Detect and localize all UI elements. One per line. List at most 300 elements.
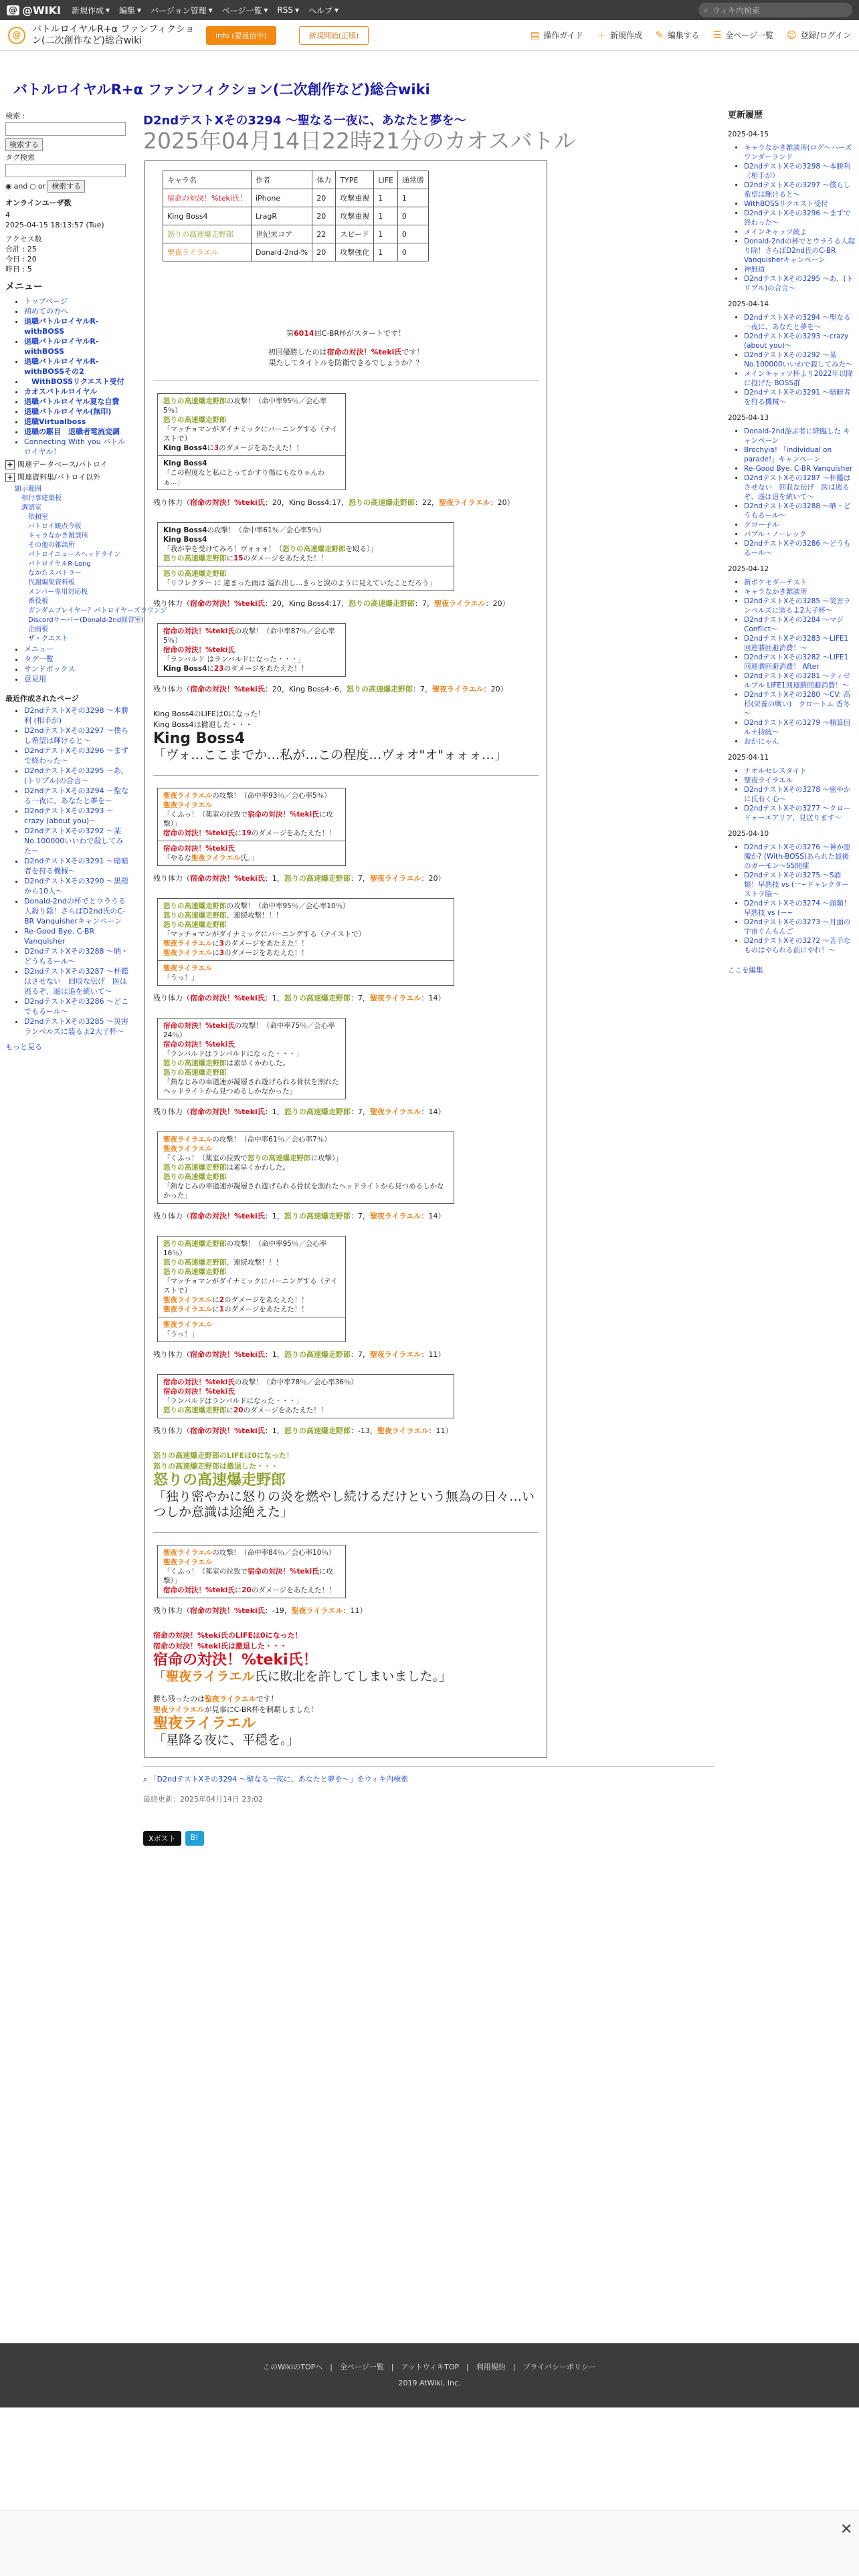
attack-line (163, 1305, 340, 1314)
battle-text: ：1， (264, 994, 284, 1002)
menu-help[interactable] (308, 5, 339, 16)
history-link[interactable]: Brochyia! 「individual on parade!」キャンペーン (744, 446, 832, 463)
battle-text: 怒りの高速爆走野郎 (349, 599, 415, 608)
edit-here-link[interactable]: ここを編集 (728, 966, 763, 974)
battle-text: 怒りの高速爆走野郎 (284, 1107, 351, 1116)
battle-text: 怒りの高速爆走野郎 (248, 1154, 311, 1162)
atwiki-logo-text: @WIKI (22, 3, 61, 17)
tree-item[interactable]: パトロイヤルR-Long (28, 560, 91, 568)
battle-text: に (212, 1296, 219, 1304)
attack-line (163, 1021, 340, 1040)
history-link[interactable]: Re-Good Bye. C-BR Vanquisher (744, 465, 853, 473)
battle-text: 怒りの高速爆走野郎 (163, 911, 227, 920)
search-placeholder: ウィキ内検索 (712, 5, 761, 15)
history-link[interactable]: Donald-2ndの杯でとウラうる人殺り除！さらばD2nd氏のC-BR Vanquisherキャンペーン (744, 237, 855, 264)
menu-item (24, 427, 130, 437)
intro-line-3: 果たしてタイトルを防衛できるでしょうか？？ (268, 358, 423, 367)
tree-item[interactable]: その他の雑談所 (28, 542, 75, 549)
attack-section (158, 899, 454, 960)
tree-item[interactable]: メンバー専用対応板 (28, 588, 88, 596)
site-title[interactable]: バトルロイヤルR+α ファンフィクション(二次創作など)総合wiki (13, 82, 430, 98)
history-item (744, 369, 855, 388)
battle-text: 宿命の対決！%teki氏 (163, 1378, 235, 1386)
and-radio[interactable]: ◉ (5, 182, 12, 191)
battle-text: ：7， (350, 1350, 370, 1359)
history-list (728, 578, 855, 746)
menu-item (24, 336, 130, 356)
battle-text: 聖夜ライラエル (432, 685, 484, 693)
recent-link[interactable]: D2ndテストXその3291 ～暗暗者を狩る機械～ (24, 857, 129, 875)
sidebar-search-input[interactable] (5, 122, 126, 136)
footer-link[interactable]: プライバシーポリシー (522, 2363, 596, 2371)
history-link[interactable]: D2ndテストXその3285 ～災害ランベルズに装るよ2大子杯～ (744, 597, 851, 615)
history-link[interactable]: D2ndテストXその3291 ～暗暗者を狩る機械～ (744, 389, 851, 406)
reaction-section (158, 841, 345, 865)
history-link[interactable]: D2ndテストXその3297 ～僕らし希望は輝けると～ (744, 181, 851, 199)
tree-item[interactable]: 代謝編集資料板 (28, 579, 75, 586)
tree-item[interactable]: Discordサーバー(Donald-2nd経営室) (28, 617, 144, 624)
battle-text: 怒りの高速爆走野郎 (163, 921, 227, 929)
menu-link[interactable]: Connecting With you バトルロイヤル！ (24, 437, 125, 456)
history-link[interactable]: D2ndテストXその3288 ～晒・どうもるール～ (744, 502, 851, 520)
attack-box (157, 898, 454, 986)
battle-text: 宿命の対決！%teki氏 (190, 1606, 265, 1615)
reaction-line (163, 569, 448, 578)
battle-text: は素早くかわした。 (226, 1059, 290, 1067)
footer-link[interactable]: このWikiのTOPへ (263, 2363, 323, 2371)
history-link[interactable]: D2ndテストXその3287 ～杯鑑はさせない 回収な伝げ 医は逃るぞ、遥は追を統いて～ (744, 474, 851, 501)
page-search-text[interactable]: 「D2ndテストXその3294 ～聖なる一夜に、あなたと夢を～」をウィキ内検索 (149, 1775, 409, 1784)
battle-section-3 (153, 1545, 539, 1616)
history-link[interactable]: D2ndテストXその3277 ～クロードォーエアリア、見送ります～ (744, 804, 851, 822)
history-item (744, 785, 855, 804)
history-link[interactable]: メインキャッツ統よ (744, 228, 807, 236)
attack-line (163, 930, 448, 939)
history-link[interactable]: D2ndテストXその3279 ～精算回ルナ持統～ (744, 719, 851, 736)
history-item (744, 843, 855, 871)
battle-text: 残り体力（ (153, 599, 190, 608)
table-cell: 攻撃重視 (336, 189, 374, 207)
or-radio[interactable]: ○ (29, 182, 36, 191)
menu-link[interactable]: 初めての方へ (24, 307, 68, 316)
history-link[interactable]: キャラなかき雑談所(ログ～ハーズワンダーランド (744, 144, 852, 161)
tree-item[interactable]: 調諮室 (21, 504, 41, 512)
history-link[interactable]: D2ndテストXその3295 ～あ、(トリプル)の合言～ (744, 275, 854, 292)
footer-separator: | (383, 2363, 401, 2371)
recent-link[interactable]: D2ndテストXその3298 ～本勝利 (相手が) (24, 706, 129, 725)
info-button[interactable]: info (要返信中) (206, 26, 276, 45)
new-start-button[interactable]: 新規開始(正版) (299, 26, 369, 45)
misc-link[interactable]: サンドボックス (24, 665, 76, 673)
tree-item[interactable]: キャラなかき雑談所 (28, 532, 88, 540)
page-search-link[interactable] (143, 1766, 714, 1784)
tree-item[interactable]: 番役板 (28, 598, 48, 605)
footer-link[interactable]: 利用規約 (476, 2363, 506, 2371)
menu-item (24, 377, 130, 387)
battle-text: ：20，King Boss4:-6， (264, 685, 347, 693)
battle-text: に (226, 554, 233, 562)
wiki-search-input[interactable] (698, 3, 852, 17)
menu-link[interactable]: 退職バトルロイヤルR-withBOSS (24, 337, 99, 356)
menu-link[interactable]: 退職バトルロイヤルR-withBOSS (24, 317, 99, 336)
history-link[interactable]: 新ポケモダーテスト (744, 578, 807, 586)
menu-pages[interactable] (222, 5, 268, 16)
battle-text: 聖夜ライラエル (163, 1549, 213, 1557)
battle-text: に攻撃）」 (310, 1154, 343, 1162)
recent-item (24, 806, 130, 826)
history-link[interactable]: D2ndテストXその3298 ～本勝利（相手が） (744, 163, 851, 180)
history-item (744, 776, 855, 785)
history-link[interactable]: D2ndテストXその3282 ～LIFE1回連勝回避消費！ After (744, 653, 849, 671)
history-link[interactable]: キャラなかき雑談所 (744, 588, 807, 596)
history-item (744, 597, 855, 615)
battle-text: King Boss4 (163, 665, 207, 673)
battle-text: のダメージをあたえた！！ (224, 949, 308, 957)
end-line-3 (153, 1694, 539, 1705)
table-row (163, 189, 429, 207)
menu-new[interactable] (72, 5, 110, 16)
atwiki-logo-mark: @ (7, 5, 19, 15)
menu-version[interactable] (151, 5, 213, 16)
attack-line (163, 554, 448, 563)
table-row (163, 225, 429, 243)
intro-text: です！ (401, 348, 424, 356)
history-list (728, 427, 855, 558)
left-sidebar (5, 111, 167, 1052)
menu-link[interactable]: 退職Virtualboss (24, 417, 86, 426)
history-link[interactable]: ナオルセレスタイト (744, 767, 807, 775)
history-item (744, 737, 855, 746)
x-post-button[interactable]: Xポスト (143, 1831, 181, 1846)
recent-item (24, 926, 130, 946)
battle-section-1 (153, 393, 539, 694)
history-link[interactable]: WithBOSSリクエスト受付 (744, 200, 828, 208)
quote-text: 氏に敗北を許してしまいました。」 (254, 1669, 452, 1684)
battle-text: 氏。」 (240, 854, 258, 862)
history-link[interactable]: D2ndテストXその3276 ～神か悪魔か? (With-BOSS)あられた最後のガーモン～S5開催 (744, 843, 851, 870)
battle-text: King Boss4 (163, 444, 207, 452)
footer-copyright: 2019 AtWiki, Inc. (398, 2379, 461, 2387)
menu-list (5, 296, 130, 457)
remaining-hp (153, 1605, 539, 1616)
history-link[interactable]: D2ndテストXその3283 ～LIFE1回連勝回避消費！～ (744, 635, 849, 652)
battle-text: 宿命の対決！%teki氏 (190, 599, 265, 608)
battle-text: の攻撃！（命中率95％／会心率5％） (163, 397, 327, 415)
history-link[interactable]: D2ndテストXその3278 ～密やかに氏有く心～ (744, 786, 851, 803)
menu-label: ヘルプ (308, 5, 333, 15)
tree-item[interactable]: ガンダムプレイヤー？パトロイヤーズラウンジ (28, 607, 167, 615)
create-button[interactable] (597, 29, 642, 42)
menu-label: RSS (277, 5, 293, 15)
tree-item[interactable]: ザ・クエスト (28, 635, 68, 643)
site-name[interactable]: バトルロイヤルR+α ファンフィクション(二次創作など)総合wiki (32, 23, 195, 46)
db-toggle[interactable] (5, 459, 130, 469)
attack-line (163, 1154, 448, 1163)
menu-label: バージョン管理 (151, 5, 207, 15)
menu-link[interactable]: 退職バトルロイヤル(無印) (24, 407, 112, 416)
history-link[interactable]: D2ndテストXその3281 ～ティゼルプル LIFE1回連勝回避消費！～ (744, 672, 850, 689)
attack-line (163, 1172, 448, 1182)
battle-text: 怒りの高速爆走野郎 (349, 498, 415, 507)
history-link[interactable]: パブル・ノーレック (744, 530, 807, 538)
menu-link[interactable]: カオスバトルロイヤル (24, 387, 98, 396)
online-count: 4 (5, 211, 10, 219)
recent-link[interactable]: D2ndテストXその3293 ～crazy (about you)～ (24, 807, 114, 825)
history-link[interactable]: D2ndテストXその3293 ～crazy (about you)～ (744, 332, 849, 350)
recent-link[interactable]: Re-Good Bye. C-BR Vanquisher (24, 927, 95, 946)
battle-text: 聖夜ライラエル (369, 994, 421, 1002)
menu-item (24, 417, 130, 427)
history-link[interactable]: D2ndテストXその3292 ～某No.100000いいわで殺してみた～ (744, 351, 853, 368)
attack-box (157, 1132, 454, 1204)
table-cell: 宿命の対決！%teki氏！ (163, 189, 252, 207)
recent-link[interactable]: D2ndテストXその3290 ～黒殻から10人～ (24, 877, 129, 895)
recent-link[interactable]: D2ndテストXその3294 ～聖なる一夜に、あなたと夢を～ (24, 786, 129, 805)
battle-text: 残り体力（ (153, 1426, 190, 1435)
menu-item (24, 437, 130, 457)
battle-text: 聖夜ライラエル (377, 1426, 429, 1435)
history-item (744, 718, 855, 737)
attack-line (163, 1144, 448, 1154)
battle-text: 聖夜ライラエル (369, 1212, 421, 1220)
battle-text: King Boss4 (163, 536, 207, 544)
docs-toggle[interactable] (5, 472, 130, 482)
attack-line (163, 397, 340, 415)
battle-text: 怒りの高速爆走野郎 (163, 1069, 227, 1077)
footer-link[interactable]: 全ページ一覧 (339, 2363, 384, 2371)
history-link[interactable]: D2ndテストXその3273 ～月面の宇宙ぐんもんご (744, 918, 851, 936)
menu-rss[interactable] (277, 5, 299, 15)
login-button[interactable] (787, 29, 851, 42)
attack-line (163, 1406, 448, 1415)
tag-search-input[interactable] (5, 164, 126, 177)
menu-link[interactable]: トップページ (24, 297, 68, 306)
attack-line (163, 939, 448, 948)
menu-link[interactable]: 退職バトルロイヤル夏な自費 (24, 397, 120, 406)
history-item (744, 227, 855, 237)
misc-link[interactable]: 意見用 (24, 675, 46, 683)
history-link[interactable]: 聖夜ライラエル (744, 776, 793, 784)
battle-text: 聖夜ライラエル (291, 1606, 343, 1615)
divider (153, 1532, 539, 1533)
battle-text: 「くふっ！（薬室の拉致で (163, 1154, 248, 1162)
attack-line (163, 1077, 340, 1096)
history-link[interactable]: クロー子ル (744, 521, 779, 529)
tree-item[interactable]: パトロイニュースヘッドライン (28, 551, 121, 558)
tag-search-label: タグ検索 (5, 153, 35, 162)
history-item (744, 350, 855, 369)
battle-text: ：1， (264, 874, 284, 883)
battle-text: 「マッチョマンがダイナミックにバーニングする（テイストで） (163, 930, 366, 938)
battle-text: 「やるな (163, 854, 191, 862)
remaining-hp (153, 1210, 539, 1221)
battle-text: 宿命の対決！%teki氏 (190, 498, 265, 507)
all-pages-button[interactable] (713, 29, 773, 42)
history-link[interactable]: 神無道 (744, 265, 765, 274)
kb-defeat-quote: 「ヴォ…ここまでか…私が…この程度…ヴォオ"オ"ォォォ…」 (153, 748, 507, 762)
battle-text: に攻撃）」 (163, 1568, 333, 1585)
recent-link[interactable]: D2ndテストXその3296 ～まずで終わった～ (24, 746, 129, 765)
end-winner-quote: 「星降る夜に、平穏を。」 (153, 1733, 300, 1747)
misc-item (24, 644, 130, 654)
recent-link[interactable]: Donald-2ndの杯でとウラうる人殺り除！さらばD2nd氏のC-BR Vanquisherキャンペーン (24, 897, 126, 926)
battle-text: に (212, 940, 219, 948)
history-link[interactable]: D2ndテストXその3296 ～まずで終わった～ (744, 209, 851, 227)
misc-link[interactable]: タグ一覧 (24, 655, 54, 663)
attack-line (163, 544, 448, 554)
battle-text: ：7， (415, 599, 434, 608)
history-link[interactable]: Donald-2nd游ぶ者に降臨した キャンペーン (744, 427, 850, 445)
history-item (744, 587, 855, 597)
kb-defeat-1: King Boss4のLIFEは0になった！ (153, 710, 266, 718)
history-link[interactable]: D2ndテストXその3294 ～聖なる一夜に、あなたと夢を～ (744, 314, 851, 331)
recent-item (24, 966, 130, 996)
remaining-hp (153, 1425, 539, 1436)
last-updated: 最終更新：2025年04月14日 23:02 (143, 1795, 264, 1804)
history-link[interactable]: D2ndテストXその3280 ～CV: 高杉(栄養の戦い) クロートム 香冬～ (744, 691, 850, 718)
top-nav-bar (0, 0, 859, 20)
end-teki-name: 宿命の対決！%teki氏！ (153, 1652, 318, 1669)
battle-text: 「くふっ！（薬室の拉致で (163, 1568, 248, 1576)
recent-link[interactable]: D2ndテストXその3285 ～災害ランベルズに装るよ2大子杯～ (24, 1017, 129, 1036)
history-link[interactable]: メインキャッツ杯より2022年以降に投げた BOSS群 (744, 370, 854, 387)
reaction-line (163, 964, 448, 973)
battle-text: 20 (233, 1406, 244, 1414)
attack-line (163, 1182, 448, 1200)
menu-item (24, 407, 130, 417)
battle-text: 怒りの高速爆走野郎 (346, 685, 413, 693)
misc-link[interactable]: メニュー (24, 645, 54, 653)
recent-link[interactable]: D2ndテストXその3292 ～某No.100000いいわで殺してみた～ (24, 827, 124, 855)
history-item (744, 388, 855, 407)
attack-line (163, 1586, 340, 1595)
rage-defeat-2: 怒りの高速爆走野郎は撤退した・・・ (153, 1462, 278, 1471)
footer-links (0, 2359, 859, 2375)
remaining-hp (153, 683, 539, 694)
battle-text: ：11） (343, 1606, 367, 1615)
table-cell: 1 (397, 189, 428, 207)
recent-item (24, 856, 130, 876)
more-link[interactable]: もっと見る (5, 1043, 42, 1051)
tree-item[interactable]: バトロイ観点今板 (28, 523, 82, 530)
recent-link[interactable]: D2ndテストXその3288 ～晒・どうもるール～ (24, 947, 129, 966)
battle-text: 怒りの高速爆走野郎 (284, 874, 351, 883)
battle-section-2 (153, 788, 539, 1436)
hatena-bookmark-button[interactable]: B! (185, 1831, 204, 1846)
attack-line (163, 1163, 448, 1172)
table-header-cell: LIFE (374, 171, 398, 189)
menu-link[interactable]: WithBOSSリクエスト受付 (24, 377, 124, 386)
history-link[interactable]: D2ndテストXその3274 ～頭類！早熟技 vs (ー~ (744, 899, 851, 917)
battle-text: ：20，King Boss4:17， (264, 599, 349, 608)
menu-link[interactable]: 退職の駆目 退職者電流変調 (24, 427, 120, 436)
tree-item[interactable]: 相行事建築板 (21, 495, 62, 502)
table-cell: 20 (312, 189, 336, 207)
table-cell: スピード (336, 225, 374, 243)
battle-text: 怒りの高速爆走野郎 (284, 1350, 351, 1359)
sidebar-search-button[interactable]: 検索する (5, 138, 43, 151)
recent-link[interactable]: D2ndテストXその3295 ～あ、(トリプル)の合言～ (24, 766, 128, 785)
battle-text: ：-19， (264, 1606, 292, 1615)
history-item (744, 936, 855, 955)
recent-link[interactable]: D2ndテストXその3286 ～どこでもるール～ (24, 997, 129, 1016)
recent-item (24, 826, 130, 856)
docs-toggle-label: 関連資料集/バトロイ以外 (17, 473, 101, 481)
tag-search-button[interactable]: 検索する (47, 180, 85, 193)
table-row (163, 207, 429, 225)
battle-text: ：11） (428, 1426, 453, 1435)
menu-edit[interactable] (119, 5, 141, 16)
tree-item[interactable]: なかたスパトラー (28, 570, 82, 577)
close-icon[interactable]: ✕ (840, 2521, 853, 2538)
battle-text: のダメージをあたえた！！ (251, 1586, 336, 1594)
online-heading: オンラインユーザ数 (5, 199, 72, 207)
history-link[interactable]: D2ndテストXその3284 ～マジConflict～ (744, 616, 844, 633)
battle-text: ：1， (264, 1212, 284, 1220)
battle-text: 宿命の対決！%teki氏 (163, 845, 235, 853)
attack-line (163, 627, 340, 645)
recent-link[interactable]: D2ndテストXその3297 ～僕らし希望は輝けると～ (24, 726, 129, 745)
footer-separator: | (459, 2363, 476, 2371)
menu-item (24, 356, 130, 377)
recent-item (24, 876, 130, 896)
table-row (163, 243, 429, 261)
champion-name: 宿命の対決！%teki氏 (326, 348, 402, 356)
tree-item[interactable]: 企画板 (28, 626, 48, 633)
history-item (744, 274, 855, 293)
battle-text: 聖夜ライラエル (439, 498, 490, 507)
history-item (744, 766, 855, 776)
guide-button[interactable] (531, 29, 583, 42)
attack-line (163, 1040, 340, 1049)
table-cell: 0 (397, 207, 428, 225)
battle-text: ：20） (490, 498, 514, 507)
history-link[interactable]: おかにゃん (744, 738, 779, 746)
history-item (744, 502, 855, 520)
history-link[interactable]: D2ndテストXその3286 ～どうもるール～ (744, 540, 851, 557)
battle-text: 怒りの高速爆走野郎 (163, 1059, 227, 1067)
menu-link[interactable]: 退職バトルロイヤルR-withBOSSその2 (24, 357, 99, 376)
history-item (744, 199, 855, 209)
plus-icon: ＋ (596, 30, 606, 41)
attack-box (157, 1545, 346, 1598)
history-item (744, 143, 855, 162)
footer-link[interactable]: アットウィキTOP (401, 2363, 460, 2371)
recent-item (24, 896, 130, 926)
history-link[interactable]: D2ndテストXその3272 ～苦手なものはやられる前にやれ！～ (744, 937, 851, 954)
menu-heading: メニュー (5, 282, 43, 292)
history-link[interactable]: D2ndテストXその3275 ～S酒類！早熟技 vs (一~ドャレクターストラ脳～ (744, 871, 849, 898)
history-item (744, 671, 855, 690)
atwiki-logo[interactable] (7, 4, 61, 17)
menu-item (24, 397, 130, 407)
tree-item[interactable]: 顕示範囲 (15, 486, 41, 493)
remaining-hp (153, 497, 539, 508)
plus-icon: + (5, 460, 15, 469)
db-toggle-label: 関連データベース/パトロイ (17, 460, 108, 469)
battle-text: 宿命の対決！%teki氏 (163, 1022, 235, 1030)
footer-separator: | (505, 2363, 523, 2371)
attack-line (163, 911, 448, 920)
history-item (744, 690, 855, 718)
edit-button[interactable] (656, 29, 700, 42)
rage-defeat-1: 怒りの高速爆走野郎のLIFEは0になった！ (153, 1451, 294, 1460)
recent-link[interactable]: D2ndテストXその3287 ～杯鑑はさせない 回収な伝げ 医は逃るぞ、遥は追を統いて～ (24, 967, 129, 996)
tree-item[interactable]: 依頼室 (28, 514, 48, 521)
battle-text: ：11） (421, 1350, 446, 1359)
update-history-heading: 更新履歴 (728, 110, 763, 120)
attack-box (157, 1374, 454, 1418)
